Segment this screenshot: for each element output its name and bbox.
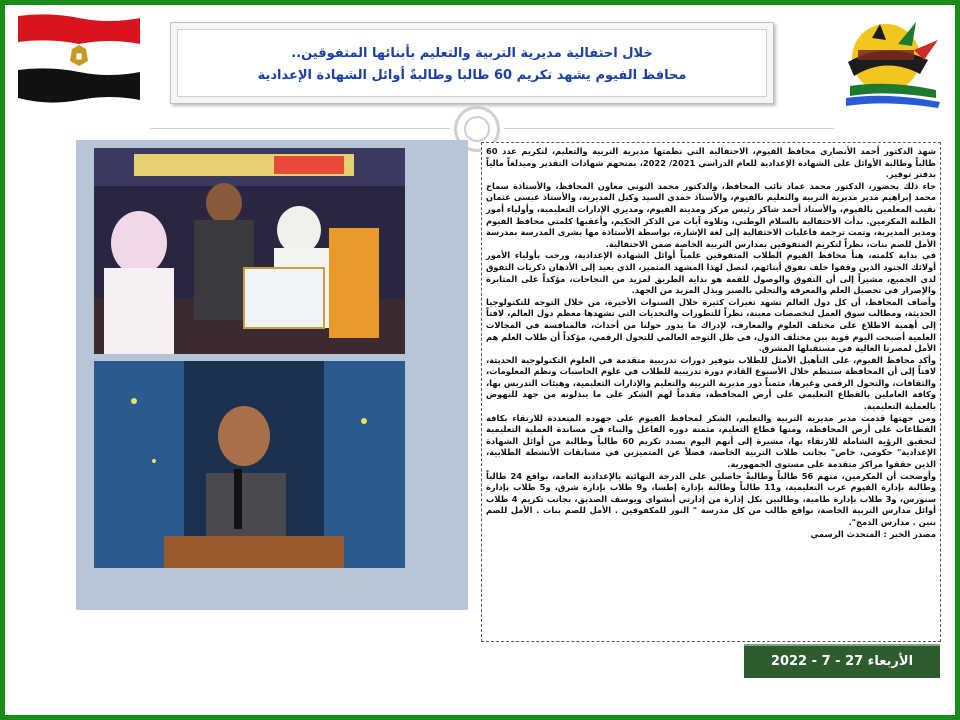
article-box [481, 142, 941, 642]
article-paragraph: ومن جهتها قدمت مدير مديرية التربية والتعليم، الشكر لمحافظ الفيوم على جهوده المتعددة للارتقاء بكافة القطاعات على أرض المحافظة، ومنها قطاع التعليم، مثمنة دوره الفاعل والبناء في مساندة العملية التعليمية لتحقيق الرؤية الشاملة للارتقاء بها، مشيرة إلى أنهم اليوم بصدد تكريم 60 طالباً وطالبة من أوائل الشهادة الإعدادية" حكومي، خاص" بجانب طلاب التربية الخاصة، فضلاً عن المتميزين في مسابقات الأنشطة الطلابية، الذين حققوا مراكز متقدمة على مستوى الجمهورية. [486, 412, 936, 470]
article-paragraph: شهد الدكتور أحمد الأنصاري محافظ الفيوم، الاحتفالية التي نظمتها مديرية التربية والتعليم، لتكريم عدد 60 طالباً وطالبة الأوائل على الشهادة الإعدادية للعام الدراسي 2021/ 2022، بمنحهم شهادات التقدير وميدلغاً مالياً بدفتر توفير. [486, 146, 936, 180]
article-paragraph: جاء ذلك بحضور، الدكتور محمد عماد نائب المحافظ، والدكتور محمد التوني معاون المحافظ، والأستاذة سماح محمد إبراهيم مدير مديرية التربية والتعليم بالفيوم، والأستاذ حمدي السيد وكيل المديرية، والأستاذ عيسى عثمان نقيب المعلمين بالفيوم، والأستاذ أحمد شاكر رئيس مركز ومدينة الفيوم، ومديري الإدارات التعليمية، وأولياء أمور الطلبة المكرمين. بدأت الاحتفالية بالسلام الوطني، وتلاوة آيات من الذكر الحكيم، وأعقبها كلمتي محافظ الفيوم ومدير المديرية، وتمت ترجمة فاعليات الاحتفالية إلى لغة الإشارة، بواسطة الأستاذة مها بشرى المدرسة بمدرسة الأمل للصم بنات، نظراً لتكريم المتفوقين بمدارس التربية الخاصة ضمن الاحتفالية. [485, 180, 936, 249]
article-body [486, 146, 936, 540]
article-paragraph: وأضاف المحافظ، أن كل دول العالم تشهد تغيرات كثيرة خلال السنوات الأخيرة، من خلال التوجه للتكنولوجيا الحديثة، ومطالب سوق العمل لتخصصات معينة، نظراً للتطورات والتحديات التي تشهدها معظم دول العالم، لافتاً إلى أهمية الاطلاع على مختلف العلوم والمعارف، لإدراك ما يدور حولنا من أحداث، فالمنافسة في المجالات العلمية أصبحت اليوم قوية بين مختلف الدول، في ظل التوجه العالمي للتحول الرقمي، مؤكداً أن طلاب العلم هم الأمل لمصرنا الغالية في مستقبلها المشرق. [486, 296, 936, 354]
egypt-flag-icon [14, 12, 144, 104]
divider-left [150, 128, 450, 129]
headline-inner [177, 29, 767, 97]
date-bar [744, 644, 940, 678]
speaker-photo [94, 361, 405, 568]
headline-line-1: خلال احتفالية مديرية التربية والتعليم بأبنائها المتفوقين.. [291, 46, 653, 61]
award-ceremony-photo [94, 148, 405, 354]
headline-line-2: محافظ الفيوم يشهد تكريم 60 طالبا وطالبةً أوائل الشهادة الإعدادية [257, 68, 687, 83]
divider-right [504, 128, 834, 129]
article-paragraph: في بداية كلمته، هنأ محافظ الفيوم الطلاب المتفوقين علمياً أوائل الشهادة الإعدادية، ورحب بأولياء الأمور أولائك الجنود الذين وقفوا خلف تفوق أبنائهم، لتصل لهذا المشهد المتميز، الذي يعيد إلى الأذهان ذكريات التفوق لدى الجميع، مشيراً إلى أن التفوق والوصول للقمة هو بداية الطريق لمزيد من النجاحات، مؤكداً على المثابرة والإصرار في تحصيل العلم والمعرفة والتحلي بالصبر وبذل المزيد من الجهد. [486, 250, 936, 296]
headline-box [170, 22, 774, 104]
date-text: الأربعاء 27 - 7 - 2022 [770, 654, 914, 669]
article-paragraph: وأوضحت أن المكرمين، منهم 56 طالباً وطالبةً حاصلين على الدرجة النهائية بالإعدادية العامة، بواقع 24 طالباً وطالبة بإدارة الفيوم غرب التعليمية، و11 طالباً وطالبة بإدارة إطسا، و9 طلاب بإدارة شرق، و5 طلاب بإدارة سنورس، و3 طلاب بإدارة طامية، وطالبين بكل إدارة من إدارتي أبشواي ويوسف الصديق، بجانب تكريم 4 طلاب أوائل مدارس التربية الخاصة، بواقع طالب من كل مدرسة " النور للمكفوفين . الأمل للصم بنات . الأمل للصم بنين . مدارس الدمج". [486, 470, 937, 527]
governorate-logo-icon [828, 10, 950, 110]
article-source: مصدر الخبر : المتحدث الرسمي [810, 528, 936, 539]
article-paragraph: وأكد محافظ الفيوم، على التأهيل الأمثل للطلاب بتوفير دورات تدريبية متقدمة في العلوم التكنولوجية الحديثة، لافتاً إلى أن المحافظة ستنظم خلال الأسبوع القادم دورة تدريبية للطلاب في علوم الحاسبات ونظم المعلومات، والثقافات، والتحول الرقمي وغيرها، مثمناً دور مديرية التربية والتعليم والإدارات التعليمية، وهيئات التدريس بها، وكافة العاملين بالقطاع التعليمي على أرض المحافظة، مقدماً لهم الشكر على ما يبذلونه من جهد للنهوض بالعملية التعليمية. [486, 354, 936, 412]
